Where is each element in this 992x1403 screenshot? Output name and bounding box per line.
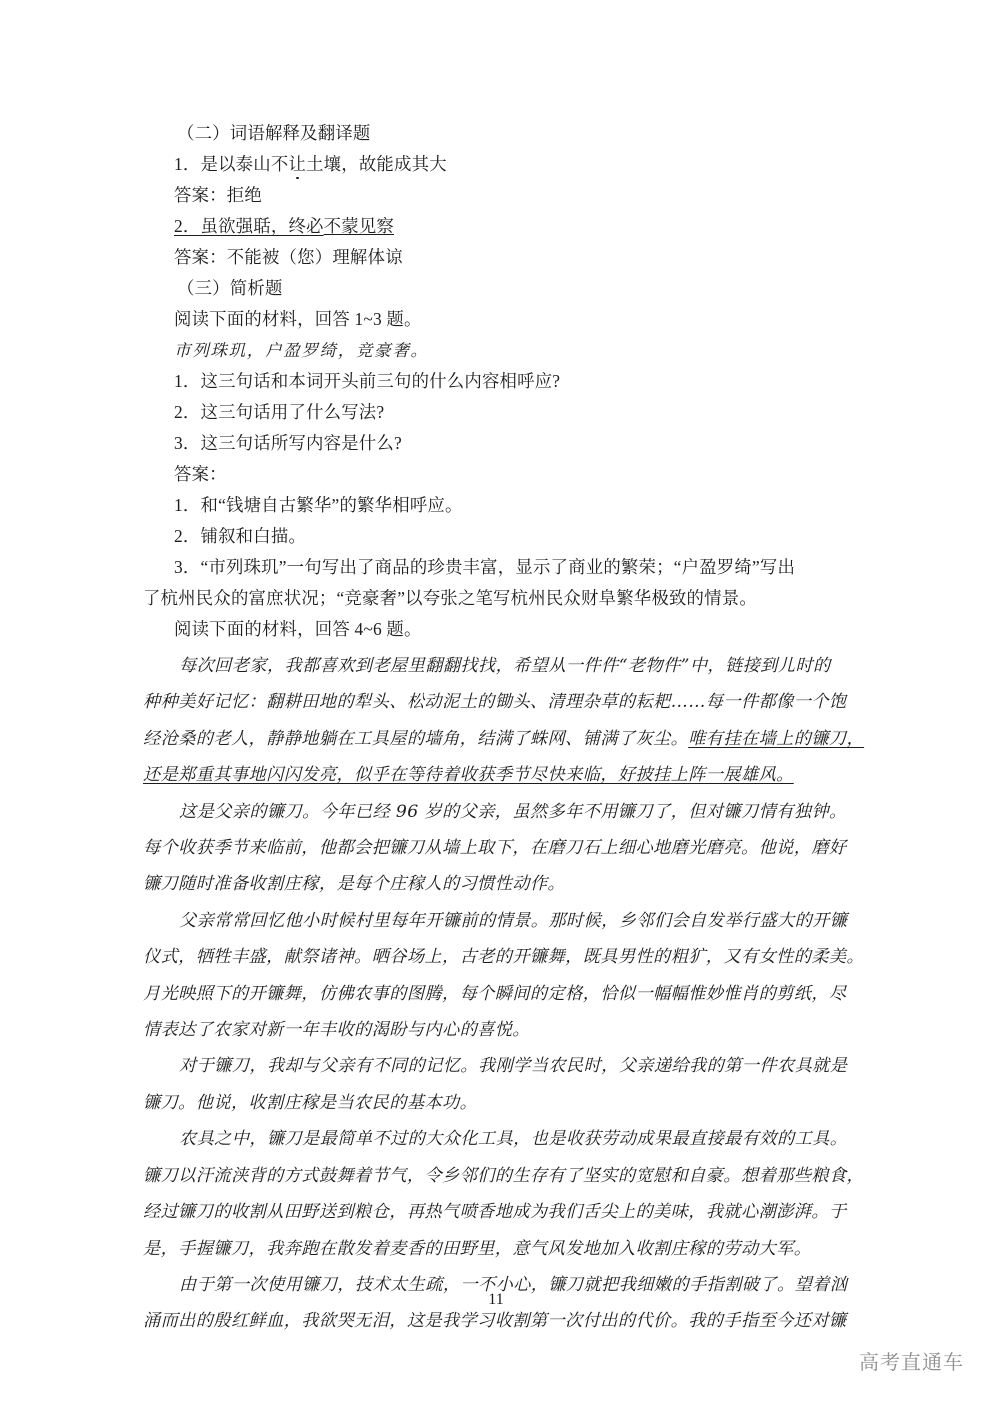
section-c-answer-1: 1．和“钱塘自古繁华”的繁华相呼应。	[174, 495, 463, 515]
section-b-heading: （二）词语解释及翻译题	[177, 123, 371, 143]
watermark-label: 高考直通车	[859, 1352, 964, 1374]
essay-line	[143, 721, 865, 757]
essay-line	[143, 939, 865, 975]
section-c-instruction-2: 阅读下面的材料，回答 4~6 题。	[174, 619, 422, 639]
essay-line-text: 镰刀。他说，收割庄稼是当农民的基本功。	[143, 1092, 478, 1113]
essay-line-text: 镰刀随时准备收割庄稼，是每个庄稼人的习惯性动作。	[143, 874, 566, 895]
section-c-heading: （三）简析题	[177, 278, 283, 298]
essay-line-text: 情表达了农家对新一年丰收的渴盼与内心的喜悦。	[143, 1020, 530, 1041]
essay-line	[143, 1085, 849, 1121]
q1-text-after-dot: 土壤，故能成其大	[306, 154, 447, 174]
essay-line-text: 种种美好记忆：翻耕田地的犁头、松动泥土的锄头、清理杂草的耘耙……每一件都像一个饱	[143, 692, 847, 713]
essay-line-text: 农具之中，镰刀是最简单不过的大众化工具，也是收获劳动成果最直接最有效的工具。	[179, 1129, 848, 1150]
q1-dot-emphasis-char: 让	[288, 154, 307, 174]
document-content	[143, 118, 865, 1340]
essay-line-text: 是，手握镰刀，我奔跑在散发着麦香的田野里，意气风发地加入收割庄稼的劳动大军。	[143, 1238, 812, 1259]
q1-number: 1．	[174, 154, 201, 174]
section-c-answer-label: 答案：	[174, 464, 227, 484]
section-b-answer-2: 答案：不能被（您）理解体谅	[174, 247, 403, 267]
essay-line-text: 镰刀以汗流浃背的方式鼓舞着节气，令乡邻们的生存有了坚实的宽慰和自豪。想着那些粮食，	[143, 1165, 865, 1186]
essay-line-underlined-tail: 唯有挂在墙上的镰刀，	[688, 728, 865, 749]
q2-text-emphasis: 不蒙见察	[323, 216, 395, 236]
section-c-answer-3-line-1: 3．“市列珠玑”一句写出了商品的珍贵丰富，显示了商业的繁荣；“户盈罗绮”写出	[174, 557, 796, 577]
essay-line-text: 这是父亲的镰刀。今年已经 96 岁的父亲，虽然多年不用镰刀了，但对镰刀情有独钟。	[179, 801, 847, 822]
section-c-answer-2: 2．铺叙和白描。	[174, 526, 307, 546]
essay-line	[143, 830, 849, 866]
section-c-instruction-1: 阅读下面的材料，回答 1~3 题。	[174, 309, 422, 329]
essay-line-text: 每次回老家，我都喜欢到老屋里翻翻找找，希望从一件件“老物件”中，链接到儿时的	[179, 656, 831, 676]
essay-line-text: 仪式，牺牲丰盛，献祭诸神。晒谷场上，古老的开镰舞，既具男性的粗犷，又有女性的柔美。	[143, 947, 865, 968]
essay-line-text: 还是郑重其事地闪闪发亮，似乎在等待着收获季节尽快来临，好披挂上阵一展雄风。	[143, 765, 794, 786]
section-c-question-1: 1．这三句话和本词开头前三句的什么内容相呼应?	[174, 371, 561, 391]
section-b-question-2	[143, 211, 849, 242]
section-b-question-1	[143, 149, 849, 180]
essay-line-text: 经沧桑的老人，静静地躺在工具屋的墙角，结满了蛛网、铺满了灰尘。	[143, 728, 689, 749]
essay-paragraph	[143, 794, 849, 903]
essay-line	[143, 866, 849, 902]
essay-paragraph	[143, 1121, 865, 1267]
essay-line	[143, 1048, 849, 1084]
essay-line	[143, 903, 849, 939]
essay-line	[143, 757, 849, 793]
essay-paragraph	[143, 648, 865, 794]
essay-line-text: 对于镰刀，我却与父亲有不同的记忆。我刚学当农民时，父亲递给我的第一件农具就是	[179, 1056, 848, 1077]
essay-line	[143, 1121, 849, 1157]
essay-line	[143, 1194, 849, 1230]
section-c-question-2: 2．这三句话用了什么写法?	[174, 402, 385, 422]
section-c-answer-3-line-2: 了杭州民众的富庶状况；“竞豪奢”以夸张之笔写杭州民众财阜繁华极致的情景。	[143, 588, 757, 608]
section-c-question-3: 3．这三句话所写内容是什么?	[174, 433, 402, 453]
essay-line	[143, 976, 849, 1012]
essay-paragraph	[143, 903, 865, 1049]
essay-line-text: 涌而出的殷红鲜血，我欲哭无泪，这是我学习收割第一次付出的代价。我的手指至今还对镰	[143, 1311, 847, 1332]
essay-line	[143, 794, 849, 830]
essay-line	[143, 1231, 849, 1267]
essay-line	[143, 648, 849, 684]
page-number: 11	[488, 1291, 504, 1308]
essay-line	[143, 1158, 865, 1194]
essay-line-text: 父亲常常回忆他小时候村里每年开镰前的情景。那时候，乡邻们会自发举行盛大的开镰	[179, 910, 848, 931]
q1-text-before-dot: 是以泰山不	[200, 154, 289, 174]
q2-text: 虽欲强聒，终必	[200, 216, 324, 236]
section-b-answer-1: 答案：拒绝	[174, 185, 262, 205]
q2-number: 2．	[174, 216, 201, 236]
essay-line-text: 月光映照下的开镰舞，仿佛农事的图腾，每个瞬间的定格，恰似一幅幅惟妙惟肖的剪纸，尽	[143, 983, 847, 1004]
essay-line-text: 每个收获季节来临前，他都会把镰刀从墙上取下，在磨刀石上细心地磨光磨亮。他说，磨好	[143, 838, 847, 859]
section-c-quote: 市列珠玑，户盈罗绮，竞豪奢。	[174, 341, 429, 360]
essay-body	[143, 648, 865, 1340]
essay-paragraph	[143, 1048, 849, 1121]
essay-line-text: 由于第一次使用镰刀，技术太生疏，一不小心，镰刀就把我细嫩的手指割破了。望着汹	[179, 1274, 848, 1295]
essay-line	[143, 684, 849, 720]
essay-line-text: 经过镰刀的收割从田野送到粮仓，再热气喷香地成为我们舌尖上的美味，我就心潮澎湃。于	[143, 1202, 847, 1223]
essay-line	[143, 1012, 849, 1048]
